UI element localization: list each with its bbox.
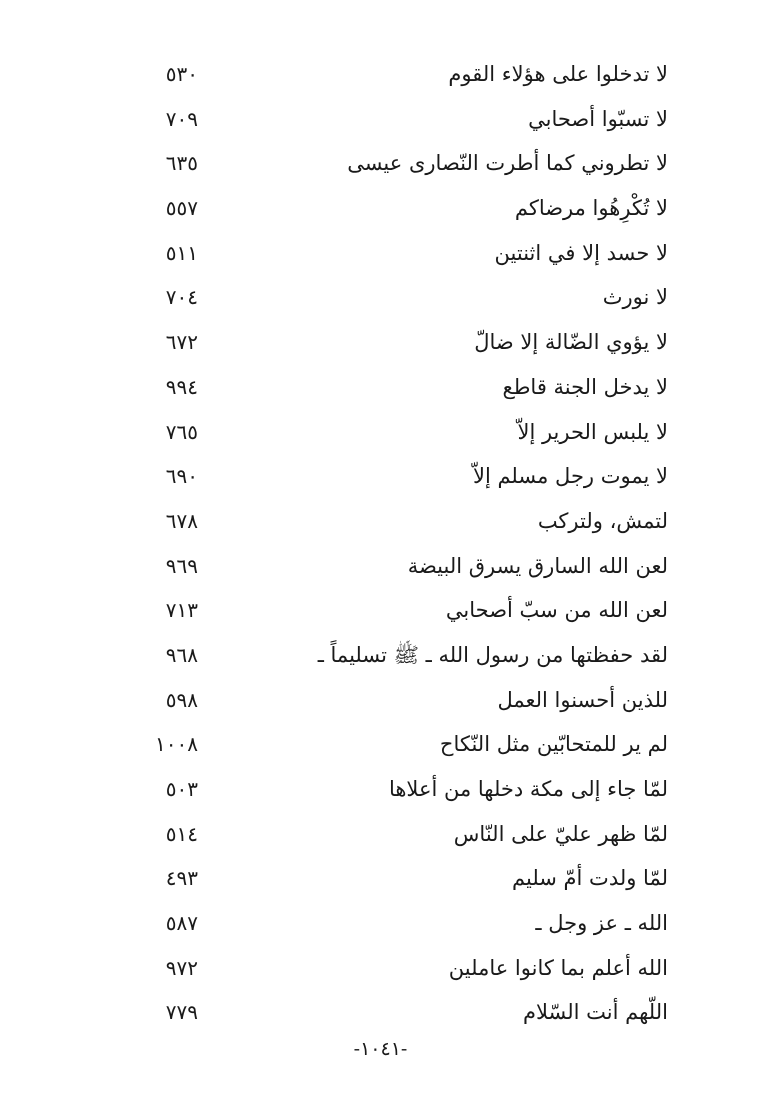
hadith-incipit: لمّا ظهر عليّ على النّاس [453, 821, 668, 846]
index-entry [0, 454, 761, 499]
index-entry [0, 97, 761, 142]
hadith-incipit: لعن الله السارق يسرق البيضة [407, 553, 668, 578]
entry-page-number: ٥٨٧ [165, 911, 198, 936]
index-entry [0, 186, 761, 231]
entry-page-number: ٧١٣ [165, 598, 198, 623]
entry-page-number: ٤٩٣ [165, 866, 198, 891]
index-entry [0, 52, 761, 97]
index-entry [0, 499, 761, 544]
entry-page-number: ٦٩٠ [165, 464, 198, 489]
index-entry [0, 275, 761, 320]
index-entry [0, 588, 761, 633]
index-entry [0, 767, 761, 812]
entry-page-number: ٥١٤ [165, 821, 198, 846]
hadith-incipit: لا يموت رجل مسلم إلاّ [472, 464, 668, 489]
hadith-incipit: لا يلبس الحرير إلاّ [517, 419, 668, 444]
entry-page-number: ٦٣٥ [165, 151, 198, 176]
hadith-incipit: لا تطروني كما أطرت النّصارى عيسى [347, 151, 668, 176]
entry-page-number: ٩٦٨ [165, 642, 198, 667]
index-entry [0, 856, 761, 901]
hadith-incipit: لمّا ولدت أمّ سليم [512, 866, 668, 891]
entry-page-number: ٦٧٢ [165, 330, 198, 355]
index-entry [0, 633, 761, 678]
entry-page-number: ٥١١ [165, 240, 198, 265]
index-entry [0, 410, 761, 455]
index-entry [0, 990, 761, 1035]
hadith-incipit: اللّهم أنت السّلام [523, 1000, 668, 1025]
entry-page-number: ٧٦٥ [165, 419, 198, 444]
entry-page-number: ٥٠٣ [165, 777, 198, 801]
index-entry [0, 544, 761, 589]
index-entry [0, 678, 761, 723]
hadith-incipit: لمّا جاء إلى مكة دخلها من أعلاها [388, 777, 668, 801]
index-entry [0, 946, 761, 991]
index-entry [0, 320, 761, 365]
hadith-incipit: للذين أحسنوا العمل [497, 687, 668, 712]
hadith-incipit: لا تُكْرِهُوا مرضاكم [514, 196, 668, 221]
entry-page-number: ٩٧٢ [165, 955, 198, 980]
hadith-incipit: لم ير للمتحابّين مثل النّكاح [439, 732, 668, 757]
hadith-incipit: لا نورث [602, 285, 668, 310]
hadith-incipit: لتمش، ولتركب [537, 508, 668, 533]
index-entry [0, 812, 761, 857]
entry-page-number: ١٠٠٨ [155, 732, 198, 757]
entry-page-number: ٩٩٤ [165, 374, 198, 399]
entry-page-number: ٦٧٨ [165, 508, 198, 533]
hadith-incipit: لا يدخل الجنة قاطع [502, 374, 668, 399]
hadith-incipit: لا تدخلوا على هؤلاء القوم [448, 62, 668, 86]
entry-page-number: ٩٦٩ [165, 553, 198, 578]
entry-page-number: ٥٥٧ [165, 196, 198, 221]
entry-page-number: ٧٧٩ [165, 1000, 198, 1025]
entry-page-number: ٧٠٩ [165, 106, 198, 131]
index-entry [0, 231, 761, 276]
page-number: -١٠٤١- [353, 1038, 408, 1060]
index-entry [0, 722, 761, 767]
index-entry [0, 365, 761, 410]
hadith-incipit: لا حسد إلا في اثنتين [494, 240, 668, 265]
hadith-incipit: لقد حفظتها من رسول الله ـ ﷺ تسليماً ـ [317, 642, 668, 667]
entry-page-number: ٧٠٤ [165, 285, 198, 310]
entry-page-number: ٥٩٨ [165, 687, 198, 712]
entry-page-number: ٥٣٠ [165, 62, 198, 86]
hadith-incipit: لعن الله من سبّ أصحابي [445, 598, 668, 623]
index-entry [0, 141, 761, 186]
hadith-incipit: لا يؤوي الضّالة إلا ضالّ [474, 330, 668, 355]
hadith-incipit: الله ـ عز وجل ـ [535, 911, 668, 936]
hadith-incipit: لا تسبّوا أصحابي [528, 106, 668, 131]
hadith-index-list [0, 52, 761, 1035]
index-entry [0, 901, 761, 946]
hadith-incipit: الله أعلم بما كانوا عاملين [448, 955, 668, 980]
